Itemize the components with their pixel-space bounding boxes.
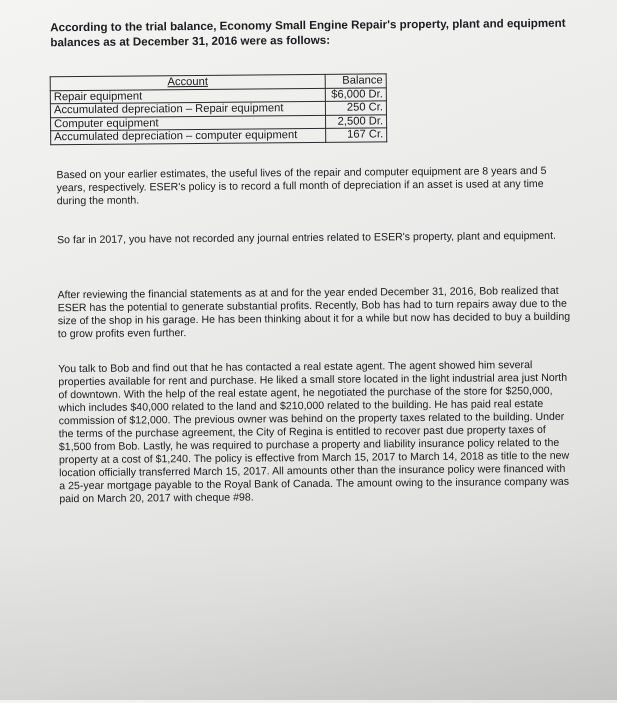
balance-cell: $6,000 Dr. xyxy=(325,87,386,101)
balance-header: Balance xyxy=(325,74,386,88)
balance-cell: 167 Cr. xyxy=(326,128,387,142)
trial-balance-table xyxy=(50,73,388,144)
account-cell: Computer equipment xyxy=(51,115,326,131)
account-cell: Accumulated depreciation – Repair equipment xyxy=(50,101,325,117)
paragraph-no-entries: So far in 2017, you have not recorded any journal entries related to ESER's property, plant and equipment. xyxy=(57,229,556,247)
account-cell: Repair equipment xyxy=(50,88,325,104)
account-header: Account xyxy=(50,74,325,90)
intro-text: According to the trial balance, Economy Small Engine Repair's property, plant and equipment balances as at December 31, 2016 were as follows: xyxy=(50,16,566,50)
paragraph-purchase-details: You talk to Bob and find out that he has contacted a real estate agent. The agent showed him several properties available for rent and purchase. He liked a small store located in the light industrial area just North of downtown. With the help of the real estate agent, he negotiated the purchase of the store for $250,000, which includes $40,000 related to the land and $210,000 related to the building. He has paid real estate commission of $12,000. The previous owner was behind on the property taxes related to the building. Under the terms of the purchase agreement, the City of Regina is entitled to recover past due property taxes of $1,500 from Bob. Lastly, he was required to purchase a property and liability insurance policy related to the property at a cost of $1,240. The policy is effective from March 15, 2017 to March 14, 2018 as title to the new location officially transferred March 15, 2017. All amounts other than the insurance policy were financed with a 25-year mortgage payable to the Royal Bank of Canada. The amount owing to the insurance company was paid on March 20, 2017 with cheque #98. xyxy=(58,359,570,506)
table-row xyxy=(51,128,387,144)
account-cell: Accumulated depreciation – computer equipment xyxy=(51,128,326,144)
paragraph-bob-decision: After reviewing the financial statements as at and for the year ended December 31, 2016, Bob realized that ESER has the potential to generate substantial profits. Recently, Bob has had to turn repairs away due to the size of the shop in his garage. He has been thinking about it for a while but now has decided to buy a building to grow profits even further. xyxy=(57,284,571,341)
balance-cell: 2,500 Dr. xyxy=(326,114,387,128)
balance-cell: 250 Cr. xyxy=(325,101,386,115)
paragraph-useful-lives: Based on your earlier estimates, the useful lives of the repair and computer equipment are 8 years and 5 years, respectively. ESER's policy is to record a full month of depreciation if an asset is used at any time during the month. xyxy=(56,164,547,208)
